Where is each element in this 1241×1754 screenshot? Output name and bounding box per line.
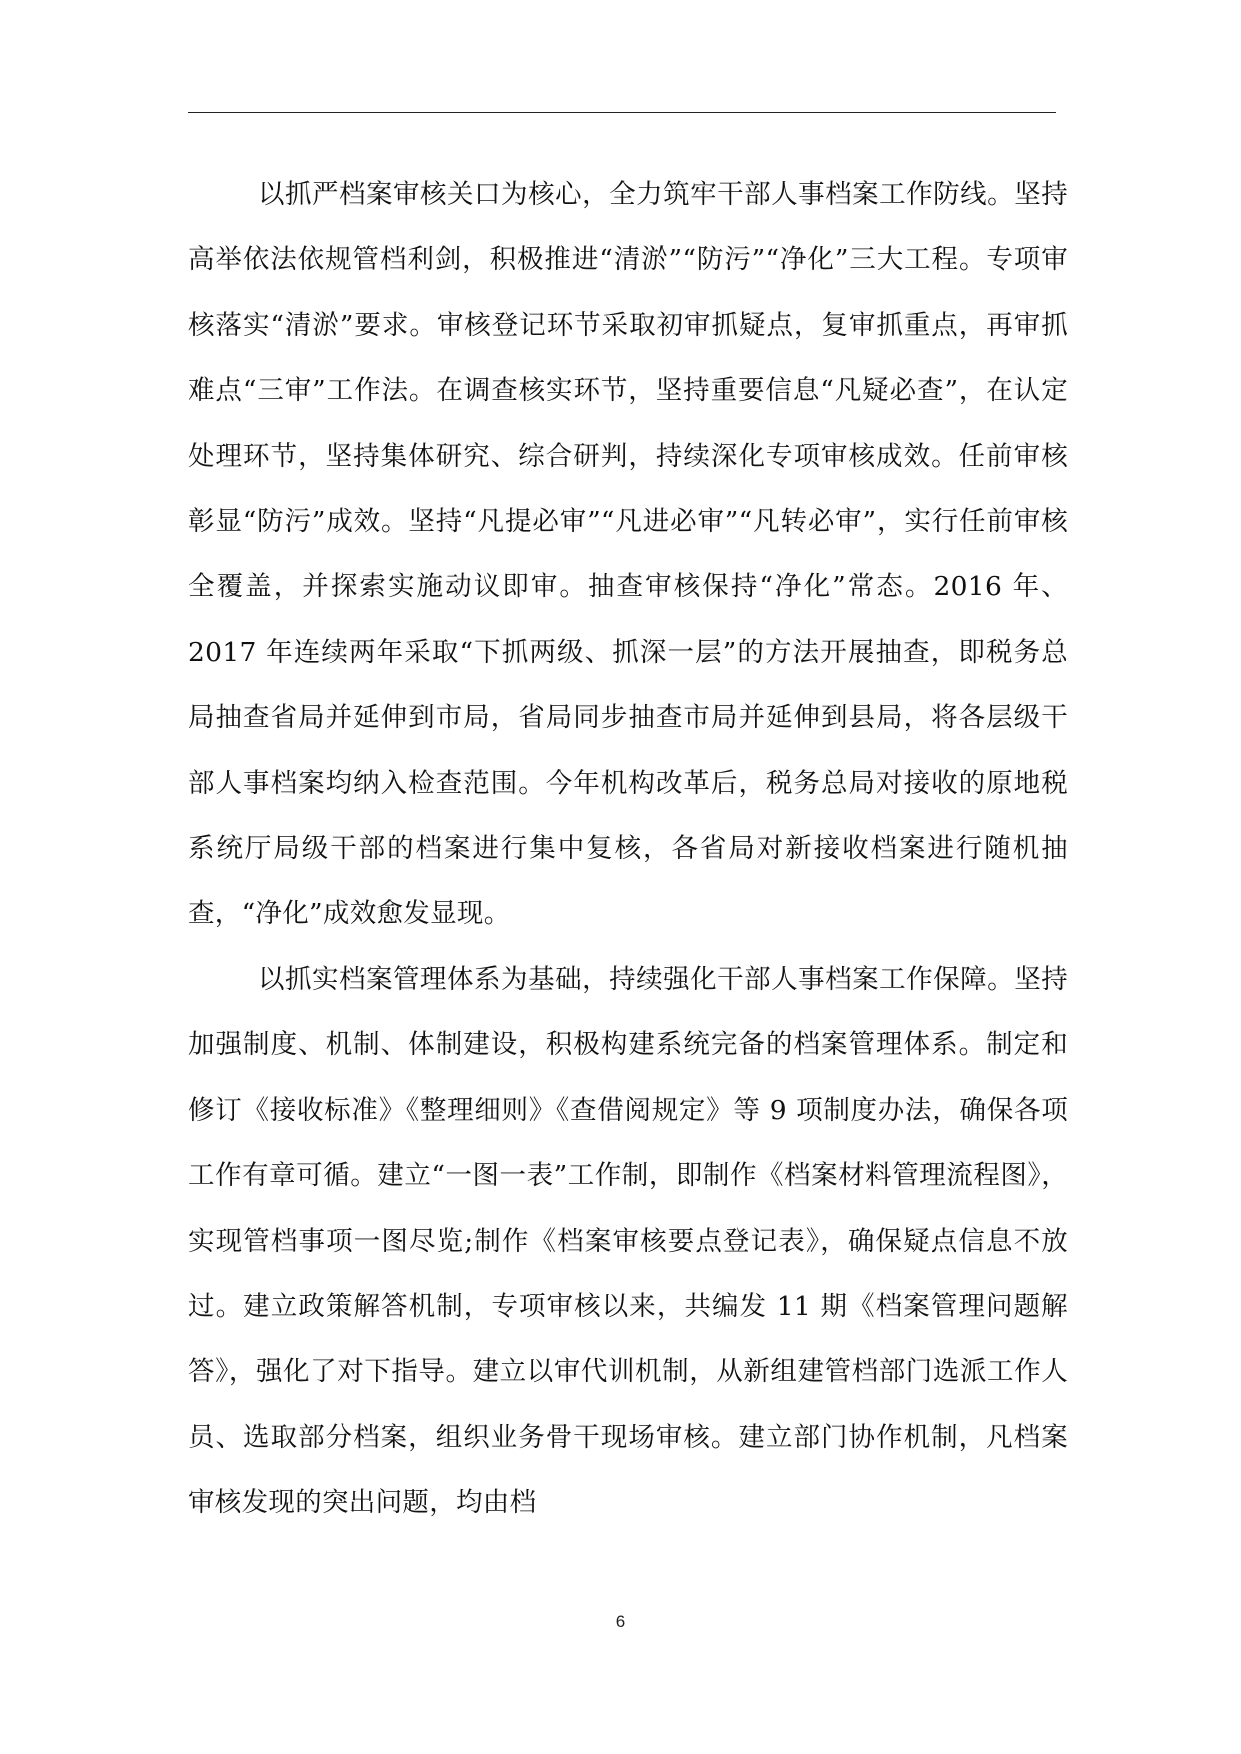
document-body <box>188 162 1068 1536</box>
paragraph-archive-review: 以抓严档案审核关口为核心，全力筑牢干部人事档案工作防线。坚持高举依法依规管档利剑，积极推进“清淤”“防污”“净化”三大工程。专项审核落实“清淤”要求。审核登记环节采取初审抓疑点，复审抓重点，再审抓难点“三审”工作法。在调查核实环节，坚持重要信息“凡疑必查”，在认定处理环节，坚持集体研究、综合研判，持续深化专项审核成效。任前审核彰显“防污”成效。坚持“凡提必审”“凡进必审”“凡转必审”，实行任前审核全覆盖，并探索实施动议即审。抽查审核保持“净化”常态。2016 年、2017 年连续两年采取“下抓两级、抓深一层”的方法开展抽查，即税务总局抽查省局并延伸到市局，省局同步抽查市局并延伸到县局，将各层级干部人事档案均纳入检查范围。今年机构改革后，税务总局对接收的原地税系统厅局级干部的档案进行集中复核，各省局对新接收档案进行随机抽查，“净化”成效愈发显现。 <box>188 179 1068 930</box>
paragraph-archive-management: 以抓实档案管理体系为基础，持续强化干部人事档案工作保障。坚持加强制度、机制、体制建设，积极构建系统完备的档案管理体系。制定和修订《接收标准》《整理细则》《查借阅规定》等 9 项制度办法，确保各项工作有章可循。建立“一图一表”工作制，即制作《档案材料管理流程图》，实现管档事项一图尽览;制作《档案审核要点登记表》，确保疑点信息不放过。建立政策解答机制，专项审核以来，共编发 11 期《档案管理问题解答》，强化了对下指导。建立以审代训机制，从新组建管档部门选派工作人员、选取部分档案，组织业务骨干现场审核。建立部门协作机制，凡档案审核发现的突出问题，均由档 <box>188 963 1068 1519</box>
page-number: 6 <box>615 1612 626 1631</box>
header-rule <box>188 112 1056 113</box>
